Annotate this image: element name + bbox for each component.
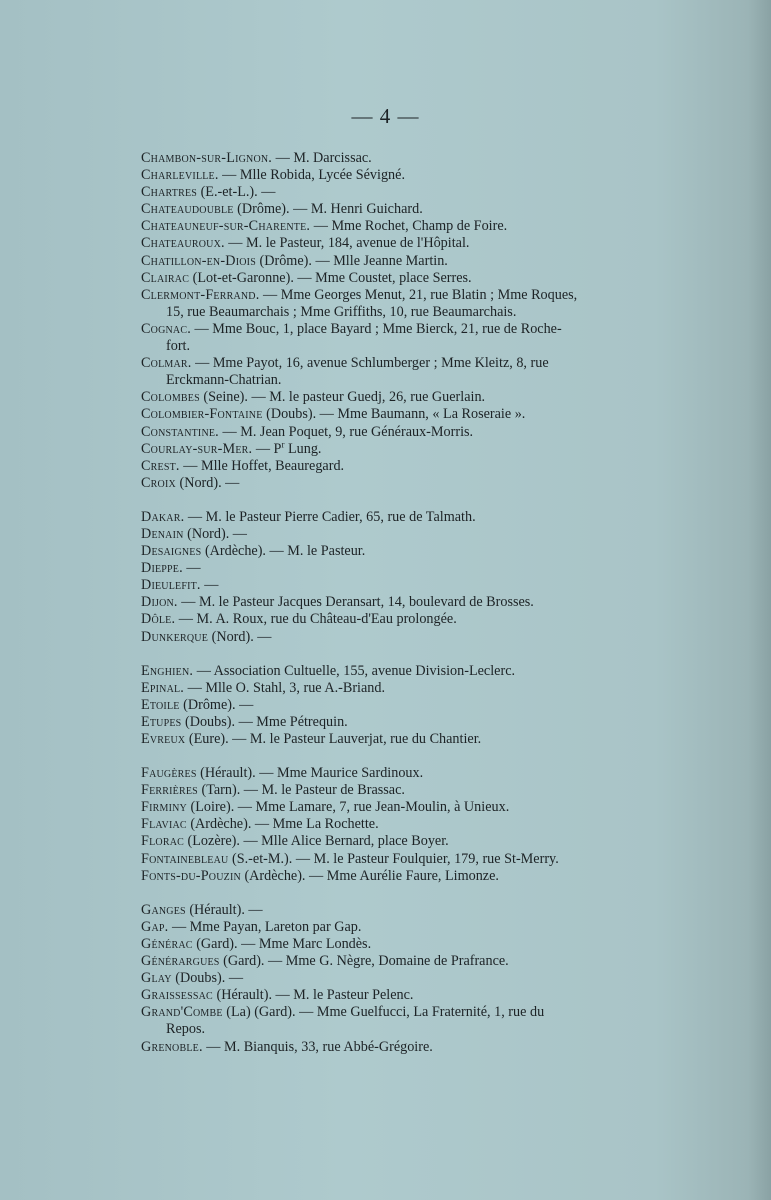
place-name: Fontainebleau	[141, 850, 229, 867]
directory-entry	[141, 902, 671, 919]
place-name: Cognac.	[141, 320, 191, 337]
directory-entry	[141, 406, 671, 423]
place-name: Evreux	[141, 731, 186, 747]
entry-details: — M. Darcissac.	[272, 150, 372, 166]
place-name: Desaignes	[141, 543, 202, 560]
letter-group	[141, 509, 671, 646]
entry-continuation-line: Repos.	[166, 1021, 206, 1038]
letter-group	[141, 902, 671, 1056]
entry-continuation-line: fort.	[166, 338, 191, 355]
place-name: Etoile	[141, 696, 180, 713]
entry-details: — M. le Pasteur Pierre Cadier, 65, rue de Talmath.	[184, 508, 476, 525]
place-name: Ganges	[141, 901, 186, 918]
place-name: Ferrières	[141, 782, 198, 799]
entry-details: — Mme Rochet, Champ de Foire.	[310, 218, 508, 235]
entry-details: (Nord). —	[183, 525, 247, 542]
entry-details: (E.-et-L.). —	[197, 184, 276, 201]
entry-details: (Hérault). — Mme Maurice Sardinoux.	[196, 765, 424, 782]
place-name: Charleville.	[141, 167, 219, 184]
entry-details: (Ardèche). — Mme La Rochette.	[186, 816, 379, 833]
directory-entry	[141, 765, 671, 782]
directory-entry	[141, 218, 671, 235]
entry-details: (Ardèche). — M. le Pasteur.	[201, 543, 366, 560]
directory-entry	[141, 851, 671, 868]
directory-entry	[141, 321, 671, 355]
directory-entry	[141, 970, 671, 987]
directory-entry	[141, 953, 671, 970]
directory-entry	[141, 560, 671, 577]
entry-details: —	[200, 577, 219, 594]
directory-entry	[141, 868, 671, 885]
entry-details: — Mme Payot, 16, avenue Schlumberger ; Mme Kleitz, 8, rue	[191, 355, 549, 372]
directory-entry	[141, 201, 671, 218]
place-name: Graissessac	[141, 987, 213, 1004]
entry-details: (Doubs). —	[171, 970, 244, 987]
entry-details: — M. le Pasteur Jacques Deransart, 14, boulevard de Brosses.	[177, 594, 534, 611]
place-name: Flaviac	[141, 816, 187, 833]
directory-entry	[141, 731, 671, 748]
place-name: Dakar.	[141, 508, 185, 525]
entry-details: (Eure). — M. le Pasteur Lauverjat, rue du Chantier.	[185, 731, 482, 747]
directory-entry	[141, 184, 671, 201]
place-name: Constantine.	[141, 423, 219, 440]
directory-entry	[141, 270, 671, 287]
directory-entry	[141, 833, 671, 850]
directory-entry	[141, 424, 671, 441]
directory-entry	[141, 987, 671, 1004]
directory-entry	[141, 936, 671, 953]
entry-details: (Doubs). — Mme Pétrequin.	[181, 713, 348, 730]
directory-entry	[141, 919, 671, 936]
place-name: Générargues	[141, 953, 220, 970]
directory-entry	[141, 816, 671, 833]
directory-entry	[141, 594, 671, 611]
place-name: Dôle.	[141, 611, 176, 628]
entry-details: — Mme Bouc, 1, place Bayard ; Mme Bierck, 21, rue de Roche-	[190, 320, 562, 337]
place-name: Colombier-Fontaine	[141, 406, 263, 423]
directory-entry	[141, 799, 671, 816]
entry-details: — P	[252, 440, 282, 457]
directory-entry	[141, 167, 671, 184]
entry-details: — Mlle O. Stahl, 3, rue A.-Briand.	[184, 679, 386, 696]
directory-entry	[141, 475, 671, 492]
directory-entry	[141, 150, 671, 167]
entry-details: — Mme Payan, Lareton par Gap.	[168, 918, 362, 935]
entry-details: (Seine). — M. le pasteur Guedj, 26, rue Guerlain.	[199, 389, 486, 406]
entry-details: (La) (Gard). — Mme Guelfucci, La Fraternité, 1, rue du	[222, 1004, 545, 1021]
entry-details: — Mlle Hoffet, Beauregard.	[179, 457, 345, 474]
directory-entry	[141, 253, 671, 270]
entry-details: (S.-et-M.). — M. le Pasteur Foulquier, 179, rue St-Merry.	[228, 850, 559, 867]
place-name: Clermont-Ferrand.	[141, 286, 260, 303]
entry-details: — Association Cultuelle, 155, avenue Division-Leclerc.	[193, 662, 516, 679]
entry-details: (Nord). —	[208, 628, 272, 645]
directory-entry	[141, 509, 671, 526]
place-name: Chateauneuf-sur-Charente.	[141, 218, 311, 235]
entry-details: (Hérault). —	[185, 901, 263, 918]
place-name: Faugères	[141, 765, 197, 782]
directory-entry	[141, 1039, 671, 1056]
entry-details: (Doubs). — Mme Baumann, « La Roseraie ».	[262, 406, 526, 423]
directory-entry	[141, 782, 671, 799]
place-name: Grand'Combe	[141, 1004, 223, 1021]
entry-details: (Hérault). — M. le Pasteur Pelenc.	[212, 987, 414, 1004]
entry-details: — M. Jean Poquet, 9, rue Généraux-Morris.	[218, 423, 474, 440]
entry-details: (Drôme). — M. Henri Guichard.	[233, 201, 423, 218]
superscript: r	[281, 438, 285, 449]
place-name: Chateaudouble	[141, 201, 234, 218]
place-name: Enghien.	[141, 662, 194, 679]
directory-entry	[141, 235, 671, 252]
entry-details: (Drôme). —	[179, 696, 254, 713]
entry-details: — Mlle Robida, Lycée Sévigné.	[218, 167, 405, 184]
place-name: Générac	[141, 935, 193, 952]
place-name: Chateauroux.	[141, 235, 225, 252]
letter-group	[141, 663, 671, 748]
place-name: Courlay-sur-Mer.	[141, 440, 253, 457]
entry-details: (Lozère). — Mlle Alice Bernard, place Boyer.	[183, 833, 449, 850]
directory-entry	[141, 355, 671, 389]
entry-details: (Tarn). — M. le Pasteur de Brassac.	[197, 782, 405, 799]
page-number: — 4 —	[351, 104, 420, 128]
place-name: Grenoble.	[141, 1038, 203, 1055]
directory-entry	[141, 577, 671, 594]
directory-entry	[141, 543, 671, 560]
place-name: Dunkerque	[141, 628, 209, 645]
entry-details: (Gard). — Mme Marc Londès.	[192, 935, 372, 952]
directory-entry	[141, 438, 671, 458]
directory-entry	[141, 458, 671, 475]
place-name: Colombes	[141, 389, 200, 406]
entry-continuation-line: 15, rue Beaumarchais ; Mme Griffiths, 10, rue Beaumarchais.	[166, 303, 517, 320]
place-name: Crest.	[141, 457, 180, 474]
letter-group	[141, 765, 671, 885]
directory-entry	[141, 389, 671, 406]
directory-entry	[141, 1004, 671, 1038]
place-name: Epinal.	[141, 679, 185, 696]
entry-continuation-line: Erckmann-Chatrian.	[166, 372, 282, 389]
entry-details: (Lot-et-Garonne). — Mme Coustet, place Serres.	[189, 269, 472, 286]
entry-details: (Drôme). — Mlle Jeanne Martin.	[255, 252, 448, 269]
place-name: Chambon-sur-Lignon.	[141, 150, 273, 166]
place-name: Chartres	[141, 184, 198, 201]
entry-details-continued: Lung.	[284, 440, 322, 457]
place-name: Gap.	[141, 918, 169, 935]
entry-details: (Nord). —	[175, 474, 240, 491]
entry-details: — M. A. Roux, rue du Château-d'Eau prolongée.	[175, 611, 457, 628]
entry-details: — M. le Pasteur, 184, avenue de l'Hôpital.	[224, 235, 470, 252]
place-name: Dieppe.	[141, 560, 183, 577]
place-name: Croix	[141, 474, 176, 491]
place-name: Chatillon-en-Diois	[141, 252, 256, 269]
place-name: Etupes	[141, 713, 182, 730]
place-name: Colmar.	[141, 355, 192, 372]
directory-entry	[141, 697, 671, 714]
entry-details: (Ardèche). — Mme Aurélie Faure, Limonze.	[240, 867, 499, 884]
place-name: Dieulefit.	[141, 577, 201, 594]
place-name: Denain	[141, 525, 184, 542]
entry-details: (Gard). — Mme G. Nègre, Domaine de Prafrance.	[219, 953, 509, 970]
directory-entry	[141, 629, 671, 646]
place-name: Firminy	[141, 799, 187, 816]
entry-details: — M. Bianquis, 33, rue Abbé-Grégoire.	[202, 1038, 433, 1055]
letter-group	[141, 150, 671, 492]
place-name: Clairac	[141, 269, 190, 286]
directory-entry	[141, 611, 671, 628]
place-name: Fonts-du-Pouzin	[141, 867, 241, 884]
entry-details: —	[182, 560, 201, 577]
place-name: Dijon.	[141, 594, 178, 611]
directory-entry	[141, 663, 671, 680]
place-name: Glay	[141, 970, 172, 987]
directory-entry	[141, 526, 671, 543]
place-name: Florac	[141, 833, 184, 850]
directory-entry	[141, 714, 671, 731]
entry-details: — Mme Georges Menut, 21, rue Blatin ; Mme Roques,	[259, 286, 578, 303]
entry-details: (Loire). — Mme Lamare, 7, rue Jean-Moulin, à Unieux.	[186, 799, 510, 816]
directory-entry	[141, 680, 671, 697]
directory-list	[141, 150, 671, 1073]
directory-entry	[141, 287, 671, 321]
